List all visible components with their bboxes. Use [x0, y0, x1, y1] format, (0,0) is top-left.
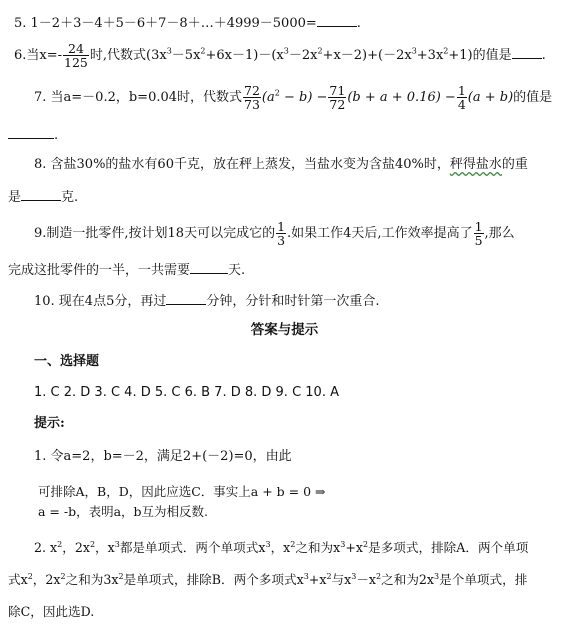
denominator: 5 [474, 233, 483, 248]
section-heading: 一、选择题 [34, 354, 100, 369]
answer-title: 答案与提示 [250, 322, 319, 338]
answer-blank [190, 261, 228, 274]
numerator: 1 [474, 219, 483, 234]
hint-label: 提示: [34, 416, 65, 431]
question-8-line2 [8, 188, 78, 206]
answer-blank [21, 188, 61, 201]
answer-blank [317, 14, 357, 27]
question-5-text: 5. 1－2＋3－4＋5－6＋7－8＋…＋4999－5000= [14, 16, 317, 31]
question-9 [34, 214, 515, 254]
answer-blank [512, 46, 542, 59]
text: 完成这批零件的一半，一共需要 [8, 263, 191, 278]
expression: (b + a + 0.16) − [347, 90, 456, 105]
text: 秤得盐水 [449, 157, 502, 172]
denominator: 125 [64, 55, 88, 70]
text: 是多项式，排除A．两个单项 [368, 540, 529, 555]
expression: (a [261, 90, 275, 105]
fraction-1-4 [457, 84, 467, 111]
fraction-72-73 [243, 84, 261, 111]
question-5 [14, 14, 361, 32]
numerator: 71 [329, 83, 346, 98]
text: +3x [416, 48, 444, 63]
hint-1-line1: 1. 令a=2，b=－2，满足2+(－2)=0，由此 [34, 449, 292, 464]
text: 式x [8, 572, 28, 587]
answer-blank [166, 292, 206, 305]
text: 是个单项式，排 [439, 572, 528, 587]
hint-2-line1: 2. $x^2$，$2x^2$，$x^3$都是单项式．两个单项式$x^3$，$x^2$之和为$x^3+x^2$是多项式，排除A．两个单项 [34, 539, 529, 555]
period: . [54, 128, 59, 143]
text: ，2x [32, 572, 61, 587]
question-9-text: 9.制造一批零件,按计划18天可以完成它的 [34, 226, 276, 241]
denominator: 3 [277, 233, 286, 248]
question-8 [34, 157, 528, 173]
expression: − b) − [279, 90, 328, 105]
text: +1)的值是 [448, 48, 512, 63]
text: 之和为2x [381, 572, 435, 587]
text: 的值是 [513, 90, 553, 105]
answer-blank [8, 126, 54, 139]
numerator: 24 [63, 42, 89, 56]
text: －5x [171, 48, 201, 63]
text: －2x [288, 48, 318, 63]
question-7: 7. 当a=－0.2，b=0.04时，代数式 $\frac{72}{73}$ $(a^2 - b)$ − $\frac{71}{72}$ (b + a + 0.16) − $\frac{1}{4}$ (a + b)的值是 [34, 83, 553, 112]
text: 的重 [501, 157, 528, 172]
text: 2. x [34, 540, 58, 555]
text: ,那么 [484, 226, 515, 241]
text: .如果工作4天后,工作效率提高了 [287, 226, 473, 241]
numerator: 1 [277, 219, 286, 234]
period: . [541, 48, 546, 63]
text: 与x [331, 572, 352, 587]
text: +x [345, 540, 363, 555]
text: 克. [61, 190, 79, 205]
hint-1-line2: 可排除A，B，D，因此应选C．事实上a + b = 0 ⇒ [38, 484, 326, 499]
text: 时,代数式(3x [89, 48, 167, 63]
hint-2-line3: 除C，因此选D. [8, 604, 95, 619]
question-10 [34, 292, 380, 310]
text: ，2x [62, 540, 90, 555]
text: 之和为3x [65, 572, 119, 587]
question-6: 6.当x=- $\frac{24}{125}$ 时,代数式$(3x^3-5x^2+6x-1)-(x^3-2x^2+x-2)+(-2x^3+3x^2+1)$的值是 . [14, 41, 546, 70]
text: +6x－1)－(x [205, 48, 284, 63]
question-7-line2 [8, 126, 58, 144]
expression: (a + b) [467, 90, 514, 105]
text: 是单项式，排除B．两个多项式x [123, 572, 304, 587]
answer-list: 1. C 2. D 3. C 4. D 5. C 6. B 7. D 8. D 9. C 10. A [34, 385, 339, 400]
denominator: 73 [244, 97, 260, 112]
fraction-1-3 [276, 220, 286, 247]
question-7-text: 7. 当a=－0.2，b=0.04时，代数式 [34, 90, 243, 105]
question-9-line2 [8, 261, 245, 279]
text: 分钟，分针和时针第一次重合. [206, 294, 380, 309]
fraction-1-5 [474, 220, 484, 247]
text: +x [308, 572, 327, 587]
text: 之和为x [295, 540, 341, 555]
fraction-24-125 [63, 42, 89, 69]
text: +x－2)+(－2x [322, 48, 412, 63]
numerator: 72 [244, 83, 260, 98]
text: 都是单项式．两个单项式x [119, 540, 266, 555]
period: . [356, 16, 361, 31]
text: －x [356, 572, 377, 587]
numerator: 1 [457, 83, 466, 98]
question-8-text: 8. 含盐30%的盐水有60千克，放在秤上蒸发，当盐水变为含盐40%时， [34, 157, 450, 172]
question-6-text: 6.当x=- [14, 48, 63, 63]
denominator: 4 [457, 97, 466, 112]
hint-2-line2: 式$x^2$，$2x^2$之和为$3x^2$是单项式，排除B．两个多项式$x^3+x^2$与$x^3-x^2$之和为$2x^3$是个单项式，排 [8, 571, 528, 587]
text: 天. [228, 263, 246, 278]
text: ，x [270, 540, 291, 555]
question-10-text: 10. 现在4点5分，再过 [34, 294, 167, 309]
text: 是 [8, 190, 22, 205]
hint-1-line3: a = -b，表明a，b互为相反数. [38, 504, 209, 519]
text: ，x [95, 540, 115, 555]
denominator: 72 [329, 97, 346, 112]
fraction-71-72 [328, 84, 346, 111]
